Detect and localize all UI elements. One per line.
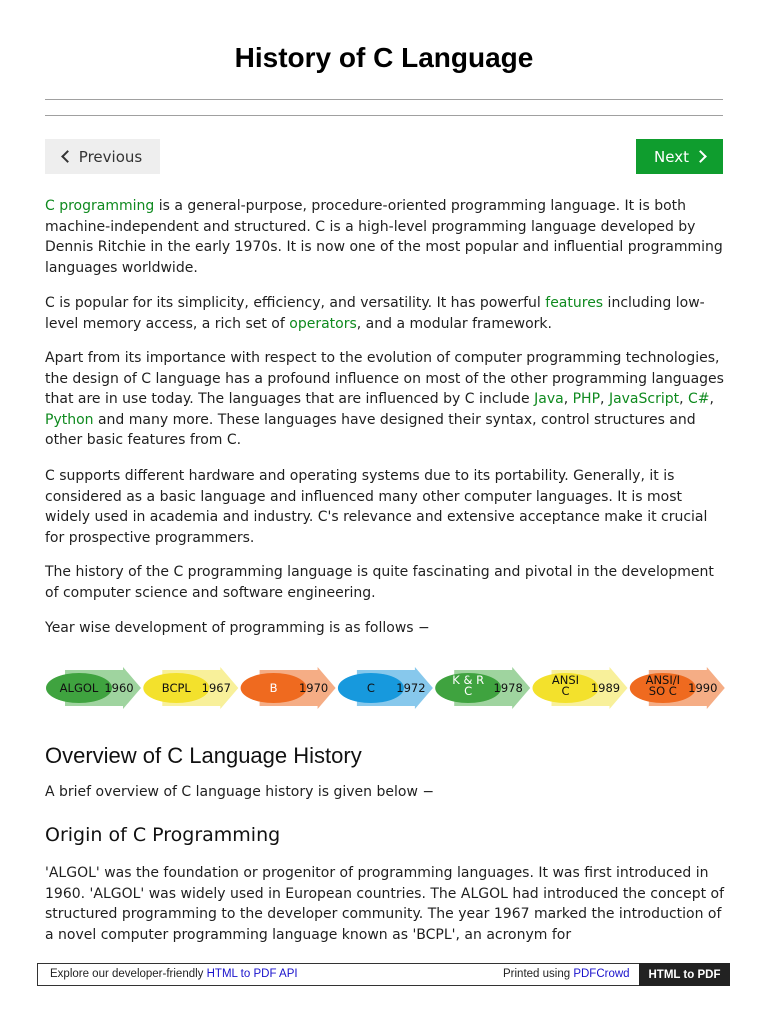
timeline-language-name	[60, 681, 99, 695]
timeline-item	[435, 667, 530, 709]
timeline-language-line: C	[366, 681, 375, 695]
timeline-item	[533, 667, 628, 709]
separator: ,	[679, 391, 689, 408]
timeline-language-line: C	[464, 684, 473, 698]
previous-label: Previous	[78, 147, 143, 166]
chevron-left-icon	[61, 150, 74, 163]
csharp-link[interactable]: C#	[688, 391, 710, 408]
popularity-text-3: , and a modular framework.	[356, 315, 552, 332]
timeline-language-name	[162, 681, 192, 695]
timeline-item	[143, 667, 238, 709]
overview-paragraph: A brief overview of C language history is given below −	[45, 784, 435, 800]
popularity-text-2: including low-level memory access, a rich set of	[45, 295, 705, 332]
portability-paragraph: C supports different hardware and operating systems due to its portability. Generally, it is considered as a basic language and influenced many other computer languages. It is most widely used in academia and industry. C's relevance and extensive acceptance make it crucial for prospective programmers.	[45, 468, 708, 546]
intro-paragraph	[45, 196, 725, 278]
html-to-pdf-api-link[interactable]: HTML to PDF API	[206, 968, 298, 980]
timeline-year: 1990	[688, 681, 718, 695]
previous-button[interactable]	[45, 139, 160, 174]
footer-explore	[50, 968, 298, 980]
php-link[interactable]: PHP	[572, 391, 601, 408]
language-timeline	[45, 667, 725, 709]
popularity-text-1: C is popular for its simplicity, efficiency, and versatility. It has powerful	[45, 295, 546, 311]
origin-paragraph: 'ALGOL' was the foundation or progenitor of programming languages. It was first introduced in 1960. 'ALGOL' was widely used in European countries. The ALGOL had introduced the concept of structured programming to the developer community. The year 1967 marked the introduction of a novel computer programming language known as 'BCPL', an acronym for	[45, 865, 725, 943]
timeline-language-line: ANSI	[551, 673, 580, 687]
influence-text-1: Apart from its importance with respect to the evolution of computer programming technologies, the design of C language has a profound influence on most of the other programming languages that are in use today. The languages that are influenced by C include	[45, 350, 724, 408]
pdfcrowd-link[interactable]: PDFCrowd	[573, 968, 630, 980]
timeline-year: 1970	[298, 681, 329, 695]
timeline-year: 1967	[201, 681, 231, 695]
popularity-paragraph	[45, 293, 725, 334]
timeline-year: 1978	[493, 681, 523, 695]
timeline-language-line: ALGOL	[59, 681, 99, 695]
operators-link[interactable]: operators	[289, 315, 357, 332]
chevron-right-icon	[694, 150, 707, 163]
separator: ,	[600, 391, 609, 408]
next-label: Next	[654, 147, 689, 166]
timeline-language-name	[646, 673, 680, 698]
footer-explore-text: Explore our developer-friendly	[50, 968, 207, 980]
overview-heading: Overview of C Language History	[45, 743, 362, 768]
separator: ,	[563, 391, 573, 408]
pdf-footer	[37, 963, 730, 986]
timeline-language-line: BCPL	[161, 681, 191, 695]
c-programming-link[interactable]: C programming	[45, 198, 155, 214]
intro-text: is a general-purpose, procedure-oriented programming language. It is both machine-independent and structured. C is a high-level programming language developed by Dennis Ritchie in the early 1970s. It is now one of the most popular and influential programming languages worldwide.	[45, 198, 723, 276]
timeline-language-line: ANSI/I	[645, 673, 681, 687]
timeline-year: 1972	[396, 681, 426, 695]
influence-paragraph	[45, 348, 725, 451]
timeline-item	[46, 667, 141, 709]
divider-bottom	[45, 115, 723, 116]
html-to-pdf-button[interactable]: HTML to PDF	[639, 963, 730, 986]
timeline-language-line: K & R	[452, 673, 485, 687]
page-title: History of C Language	[234, 42, 534, 73]
timeline-language-name	[270, 681, 278, 695]
timeline-item	[630, 667, 725, 709]
javascript-link[interactable]: JavaScript	[608, 391, 680, 408]
timeline-item	[338, 667, 433, 709]
footer-printed-text: Printed using	[503, 968, 574, 980]
divider-top	[45, 99, 723, 100]
timeline-language-line: C	[561, 684, 570, 698]
year-wise-paragraph: Year wise development of programming is as follows −	[45, 620, 430, 636]
timeline-year: 1960	[104, 681, 134, 695]
features-link[interactable]: features	[545, 295, 604, 311]
footer-printed	[503, 968, 630, 980]
origin-heading: Origin of C Programming	[45, 824, 281, 846]
java-link[interactable]: Java	[534, 391, 564, 408]
timeline-language-name	[367, 681, 375, 695]
influence-text-2: and many more. These languages have designed their syntax, control structures and other basic features from C.	[45, 411, 696, 449]
timeline-language-line: B	[269, 681, 278, 695]
next-button[interactable]	[636, 139, 723, 174]
separator: ,	[709, 391, 714, 408]
timeline-language-line: SO C	[648, 684, 677, 698]
timeline-item	[241, 667, 336, 709]
python-link[interactable]: Python	[45, 411, 94, 428]
timeline-year: 1989	[590, 681, 621, 695]
history-paragraph: The history of the C programming language is quite fascinating and pivotal in the development of computer science and software engineering.	[45, 564, 714, 601]
